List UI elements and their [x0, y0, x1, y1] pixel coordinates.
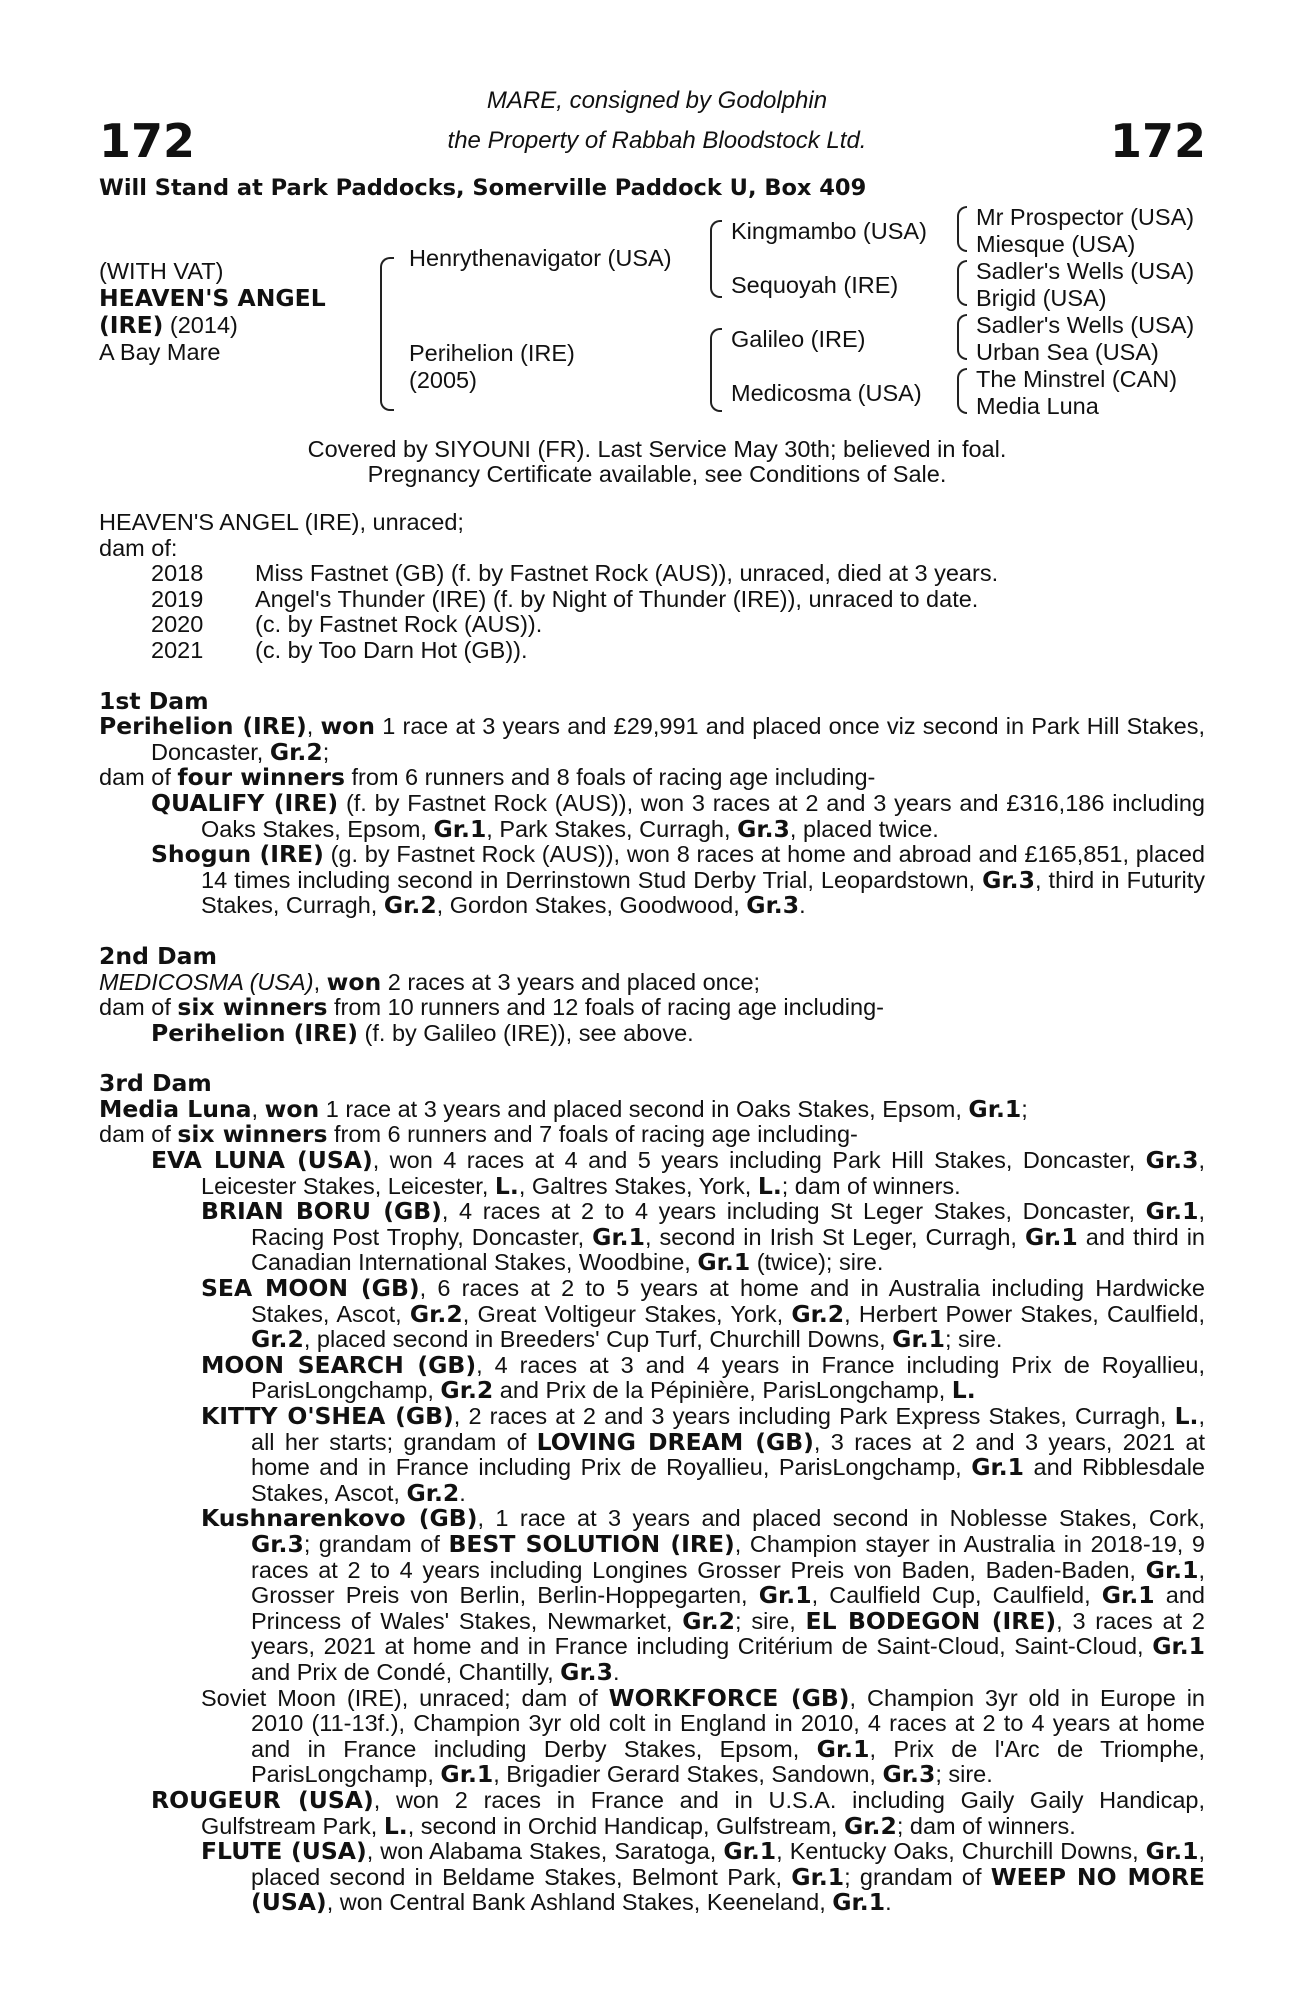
first-dam-record: Perihelion (IRE), won 1 race at 3 years and £29,991 and placed once viz second in Park Hill Stakes, Doncaster, Gr.2;	[99, 712, 1206, 766]
brace-ds	[957, 314, 967, 360]
grandchild-record: Kushnarenkovo (GB), 1 race at 3 years and placed second in Noblesse Stakes, Cork, Gr.3; grandam of BEST SOLUTION (IRE), Champion stayer in Australia in 2018-19, 9 races at 2 to 4 years including Longines Grosser Preis von Baden, Baden-Baden, Gr.1, Grosser Preis von Berlin, Berlin-Hoppegarten, Gr.1, Caulfield Cup, Caulfield, Gr.1 and Princess of Wales' Stakes, Newmarket, Gr.2; sire, EL BODEGON (IRE), 3 races at 2 years, 2021 at home and in France including Critérium de Saint-Cloud, Saint-Cloud, Gr.1 and Prix de Condé, Chantilly, Gr.3.	[201, 1504, 1205, 1686]
produce-row	[99, 587, 1205, 613]
dam: Perihelion (IRE)	[409, 340, 575, 366]
third-dam-foal: EVA LUNA (USA), won 4 races at 4 and 5 years including Park Hill Stakes, Doncaster, Gr.3, Leicester Stakes, Leicester, L., Galtres Stakes, York, L.; dam of winners.	[151, 1146, 1205, 1200]
sire-dam-dam: Brigid (USA)	[976, 285, 1107, 311]
consignor-line: MARE, consigned by Godolphin	[486, 87, 828, 114]
third-dam-name: Media Luna	[99, 1094, 252, 1123]
second-dam-record: MEDICOSMA (USA), won 2 races at 3 years and placed once;	[99, 967, 761, 996]
foal-name: QUALIFY (IRE)	[151, 788, 339, 817]
horse-year: (2014)	[169, 312, 238, 338]
foal-name: BRIAN BORU (GB)	[201, 1197, 442, 1226]
lot-number-left: 172	[99, 114, 196, 168]
sire-dam: Sequoyah (IRE)	[731, 272, 899, 298]
won-label: won	[320, 712, 376, 741]
horse-name-line2	[99, 312, 238, 339]
brace-horse	[380, 257, 394, 411]
brace-sd	[957, 260, 967, 306]
dam-sire-sire: Sadler's Wells (USA)	[976, 312, 1195, 338]
produce-year: 2021	[151, 636, 204, 663]
foal-name: Shogun (IRE)	[151, 840, 324, 869]
brace-ss	[957, 206, 967, 252]
foal-name: Perihelion (IRE)	[151, 1018, 359, 1047]
sire-sire-dam: Miesque (USA)	[976, 231, 1136, 257]
won-label: won	[326, 967, 382, 996]
horse-desc: A Bay Mare	[99, 339, 221, 365]
produce-year: 2018	[151, 560, 204, 587]
grandchild-record: MOON SEARCH (GB), 4 races at 3 and 4 years in France including Prix de Royallieu, ParisLongchamp, Gr.2 and Prix de la Pépinière, ParisLongchamp, L.	[201, 1350, 1205, 1405]
first-dam-produce: dam of four winners from 6 runners and 8 foals of racing age including-	[99, 763, 876, 792]
catalogue-body	[99, 510, 1205, 1916]
brace-dam	[710, 328, 722, 412]
grandchild-record: SEA MOON (GB), 6 races at 2 to 5 years at home and in Australia including Hardwicke Stakes, Ascot, Gr.2, Great Voltigeur Stakes, York, Gr.2, Herbert Power Stakes, Caulfield, Gr.2, placed second in Breeders' Cup Turf, Churchill Downs, Gr.1; sire.	[201, 1274, 1206, 1354]
brace-dd	[957, 368, 967, 414]
produce-row	[99, 612, 1205, 638]
second-dam-produce: dam of six winners from 10 runners and 12 foals of racing age including-	[99, 993, 884, 1022]
first-dam-name: Perihelion (IRE)	[99, 712, 307, 741]
lot-number-right: 172	[1109, 114, 1206, 168]
dam-year: (2005)	[409, 367, 477, 393]
third-dam-produce: dam of six winners from 6 runners and 7 foals of racing age including-	[99, 1120, 858, 1149]
stand-line: Will Stand at Park Paddocks, Somerville Paddock U, Box 409	[99, 175, 867, 201]
third-dam-foal: ROUGEUR (USA), won 2 races in France and in U.S.A. including Gaily Gaily Handicap, Gulfstream Park, L., second in Orchid Handicap, Gulfstream, Gr.2; dam of winners.	[151, 1785, 1205, 1840]
produce-row	[99, 561, 1205, 587]
dam-dam: Medicosma (USA)	[731, 380, 922, 406]
produce-year: 2020	[151, 611, 204, 638]
first-dam-heading: 1st Dam	[99, 686, 209, 715]
sire: Henrythenavigator (USA)	[409, 245, 672, 271]
foal-name: MOON SEARCH (GB)	[201, 1350, 477, 1379]
grandchild-record: Soviet Moon (IRE), unraced; dam of WORKFORCE (GB), Champion 3yr old in Europe in 2010 (11-13f.), Champion 3yr old colt in England in 2010, 4 races at 2 to 4 years at home and in France including Derby Stakes, Epsom, Gr.1, Prix de l'Arc de Triomphe, ParisLongchamp, Gr.1, Brigadier Gerard Stakes, Sandown, Gr.3; sire.	[201, 1683, 1205, 1789]
horse-name: HEAVEN'S ANGEL	[99, 284, 326, 312]
second-dam-heading: 2nd Dam	[99, 941, 217, 970]
foal-name: Kushnarenkovo (GB)	[201, 1504, 478, 1533]
brace-sire	[710, 220, 722, 298]
covered-line2: Pregnancy Certificate available, see Conditions of Sale.	[367, 461, 947, 487]
grandchild-record: KITTY O'SHEA (GB), 2 races at 2 and 3 years including Park Express Stakes, Curragh, L., all her starts; grandam of LOVING DREAM (GB), 3 races at 2 and 3 years, 2021 at home and in France including Prix de Royallieu, ParisLongchamp, Gr.1 and Ribblesdale Stakes, Ascot, Gr.2.	[201, 1402, 1205, 1507]
produce-text: (c. by Fastnet Rock (AUS)).	[255, 611, 543, 638]
produce-text: (c. by Too Darn Hot (GB)).	[255, 636, 528, 663]
third-dam-record: Media Luna, won 1 race at 3 years and placed second in Oaks Stakes, Epsom, Gr.1;	[99, 1094, 1028, 1123]
produce-text: Angel's Thunder (IRE) (f. by Night of Thunder (IRE)), unraced to date.	[255, 585, 979, 612]
foal-name: KITTY O'SHEA (GB)	[201, 1402, 454, 1430]
produce-year: 2019	[151, 585, 204, 612]
produce-intro-dam-of: dam of:	[99, 534, 178, 561]
second-dam-foal: Perihelion (IRE) (f. by Galileo (IRE)), see above.	[151, 1018, 694, 1047]
produce-intro: HEAVEN'S ANGEL (IRE), unraced;	[99, 509, 464, 535]
foal-name: EVA LUNA (USA)	[151, 1146, 373, 1175]
dam-sire: Galileo (IRE)	[731, 326, 866, 352]
foal-name: ROUGEUR (USA)	[151, 1785, 374, 1814]
sire-dam-sire: Sadler's Wells (USA)	[976, 258, 1195, 284]
foal-name: FLUTE (USA)	[201, 1837, 367, 1866]
second-dam-name: MEDICOSMA (USA)	[99, 968, 314, 995]
produce-row	[99, 638, 1205, 664]
grandchild-record: BRIAN BORU (GB), 4 races at 2 to 4 years including St Leger Stakes, Doncaster, Gr.1, Racing Post Trophy, Doncaster, Gr.1, second in Irish St Leger, Curragh, Gr.1 and third in Canadian International Stakes, Woodbine, Gr.1 (twice); sire.	[201, 1197, 1205, 1277]
dam-dam-dam: Media Luna	[976, 393, 1099, 419]
sire-sire-sire: Mr Prospector (USA)	[976, 204, 1195, 230]
foal-name: SEA MOON (GB)	[201, 1274, 420, 1303]
grandchild-record: FLUTE (USA), won Alabama Stakes, Saratoga, Gr.1, Kentucky Oaks, Churchill Downs, Gr.1, placed second in Beldame Stakes, Belmont Park, Gr.1; grandam of WEEP NO MORE (USA), won Central Bank Ashland Stakes, Keeneland, Gr.1.	[201, 1837, 1206, 1917]
first-dam-foal: Shogun (IRE) (g. by Fastnet Rock (AUS)), won 8 races at home and abroad and £165,851, placed 14 times including second in Derrinstown Stud Derby Trial, Leopardstown, Gr.3, third in Futurity Stakes, Curragh, Gr.2, Gordon Stakes, Goodwood, Gr.3.	[151, 840, 1205, 920]
sire-sire: Kingmambo (USA)	[731, 218, 927, 244]
first-dam-foal: QUALIFY (IRE) (f. by Fastnet Rock (AUS)), won 3 races at 2 and 3 years and £316,186 including Oaks Stakes, Epsom, Gr.1, Park Stakes, Curragh, Gr.3, placed twice.	[151, 788, 1205, 843]
dam-sire-dam: Urban Sea (USA)	[976, 339, 1159, 365]
horse-origin: (IRE)	[99, 311, 164, 339]
covered-line1: Covered by SIYOUNI (FR). Last Service May 30th; believed in foal.	[307, 436, 1007, 462]
property-line: the Property of Rabbah Bloodstock Ltd.	[447, 127, 867, 154]
dam-dam-sire: The Minstrel (CAN)	[976, 366, 1178, 392]
won-label: won	[264, 1094, 320, 1123]
vat-note: (WITH VAT)	[99, 258, 224, 284]
produce-text: Miss Fastnet (GB) (f. by Fastnet Rock (AUS)), unraced, died at 3 years.	[255, 560, 999, 587]
third-dam-heading: 3rd Dam	[99, 1069, 212, 1098]
